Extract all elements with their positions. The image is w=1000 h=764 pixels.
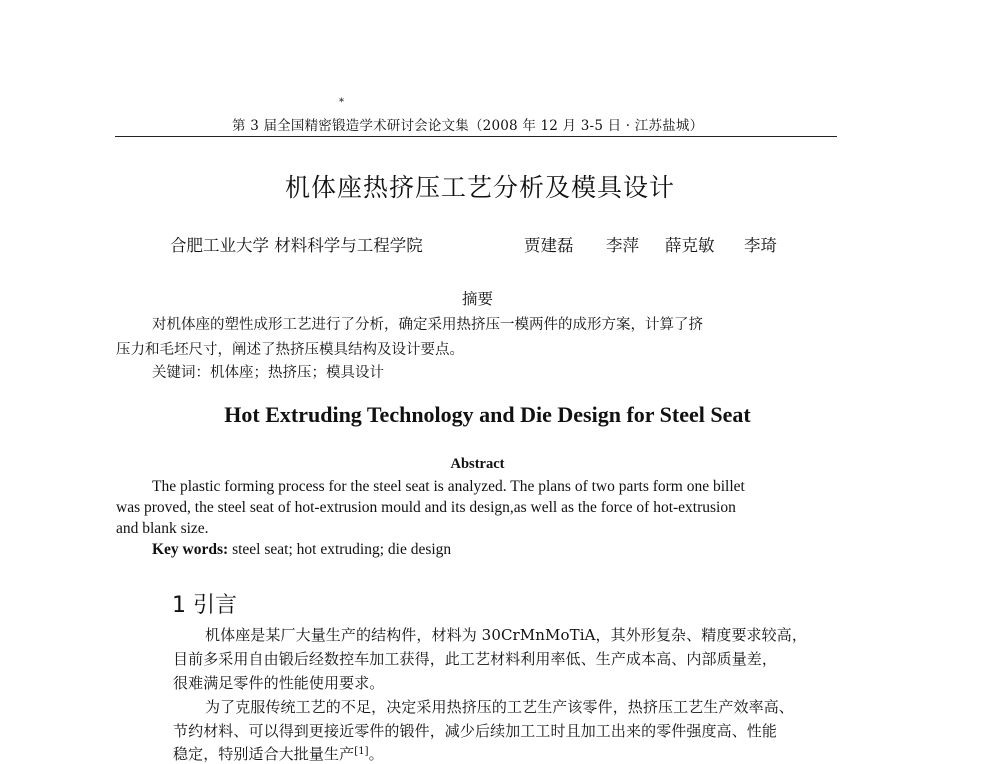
paper-title-en: Hot Extruding Technology and Die Design for Steel Seat [224,402,751,427]
keywords-en-label: Key words: [152,541,229,558]
abstract-en-line: was proved, the steel seat of hot-extrusion mould and its design,as well as the force of hot-extrusion [116,499,736,516]
abstract-en-line: and blank size. [116,520,209,537]
paper-title-cn: 机体座热挤压工艺分析及模具设计 [284,173,675,202]
abstract-cn-line: 压力和毛坯尺寸，阐述了热挤压模具结构及设计要点。 [116,342,464,358]
header-rule [115,136,837,137]
abstract-heading-en: Abstract [450,456,505,472]
keywords-en [152,541,451,559]
citation-ref: [1] [354,746,369,757]
abstract-heading-cn: 摘要 [461,290,493,308]
header-marker: * [339,97,344,108]
body-line-with-citation [173,743,384,764]
body-line: 目前多采用自由锻后经数控车加工获得，此工艺材料利用率低、生产成本高、内部质量差， [173,650,778,668]
keywords-cn-label: 关键词： [152,365,210,381]
body-line: 节约材料、可以得到更接近零件的锻件，减少后续加工工时且加工出来的零件强度高、性能 [173,722,778,740]
body-line: 稳定，特别适合大批量生产 [173,745,355,763]
keywords-cn-value: 机体座；热挤压；模具设计 [210,365,384,381]
running-header: 第 3 届全国精密锻造学术研讨会论文集（2008 年 12 月 3-5 日 · 江苏盐城） [232,118,704,134]
body-line-end: 。 [368,745,384,763]
author-name: 李萍 [606,236,639,255]
author-name: 薛克敏 [665,236,715,255]
body-line: 机体座是某厂大量生产的结构件，材料为 30CrMnMoTiA，其外形复杂、精度要求较高， [205,626,807,644]
affiliation: 合肥工业大学 材料科学与工程学院 [170,236,423,255]
author-name: 贾建磊 [524,236,574,255]
keywords-cn [152,361,384,382]
abstract-cn-line: 对机体座的塑性成形工艺进行了分析，确定采用热挤压一模两件的成形方案，计算了挤 [152,317,703,333]
keywords-en-value: steel seat; hot extruding; die design [232,541,452,558]
author-name: 李琦 [744,236,777,255]
body-line: 为了克服传统工艺的不足，决定采用热挤压的工艺生产该零件，热挤压工艺生产效率高、 [205,698,794,716]
body-line: 很难满足零件的性能使用要求。 [173,674,385,692]
section-heading: 1 引言 [172,593,237,618]
abstract-en-line: The plastic forming process for the steel seat is analyzed. The plans of two parts form one billet [152,478,745,495]
